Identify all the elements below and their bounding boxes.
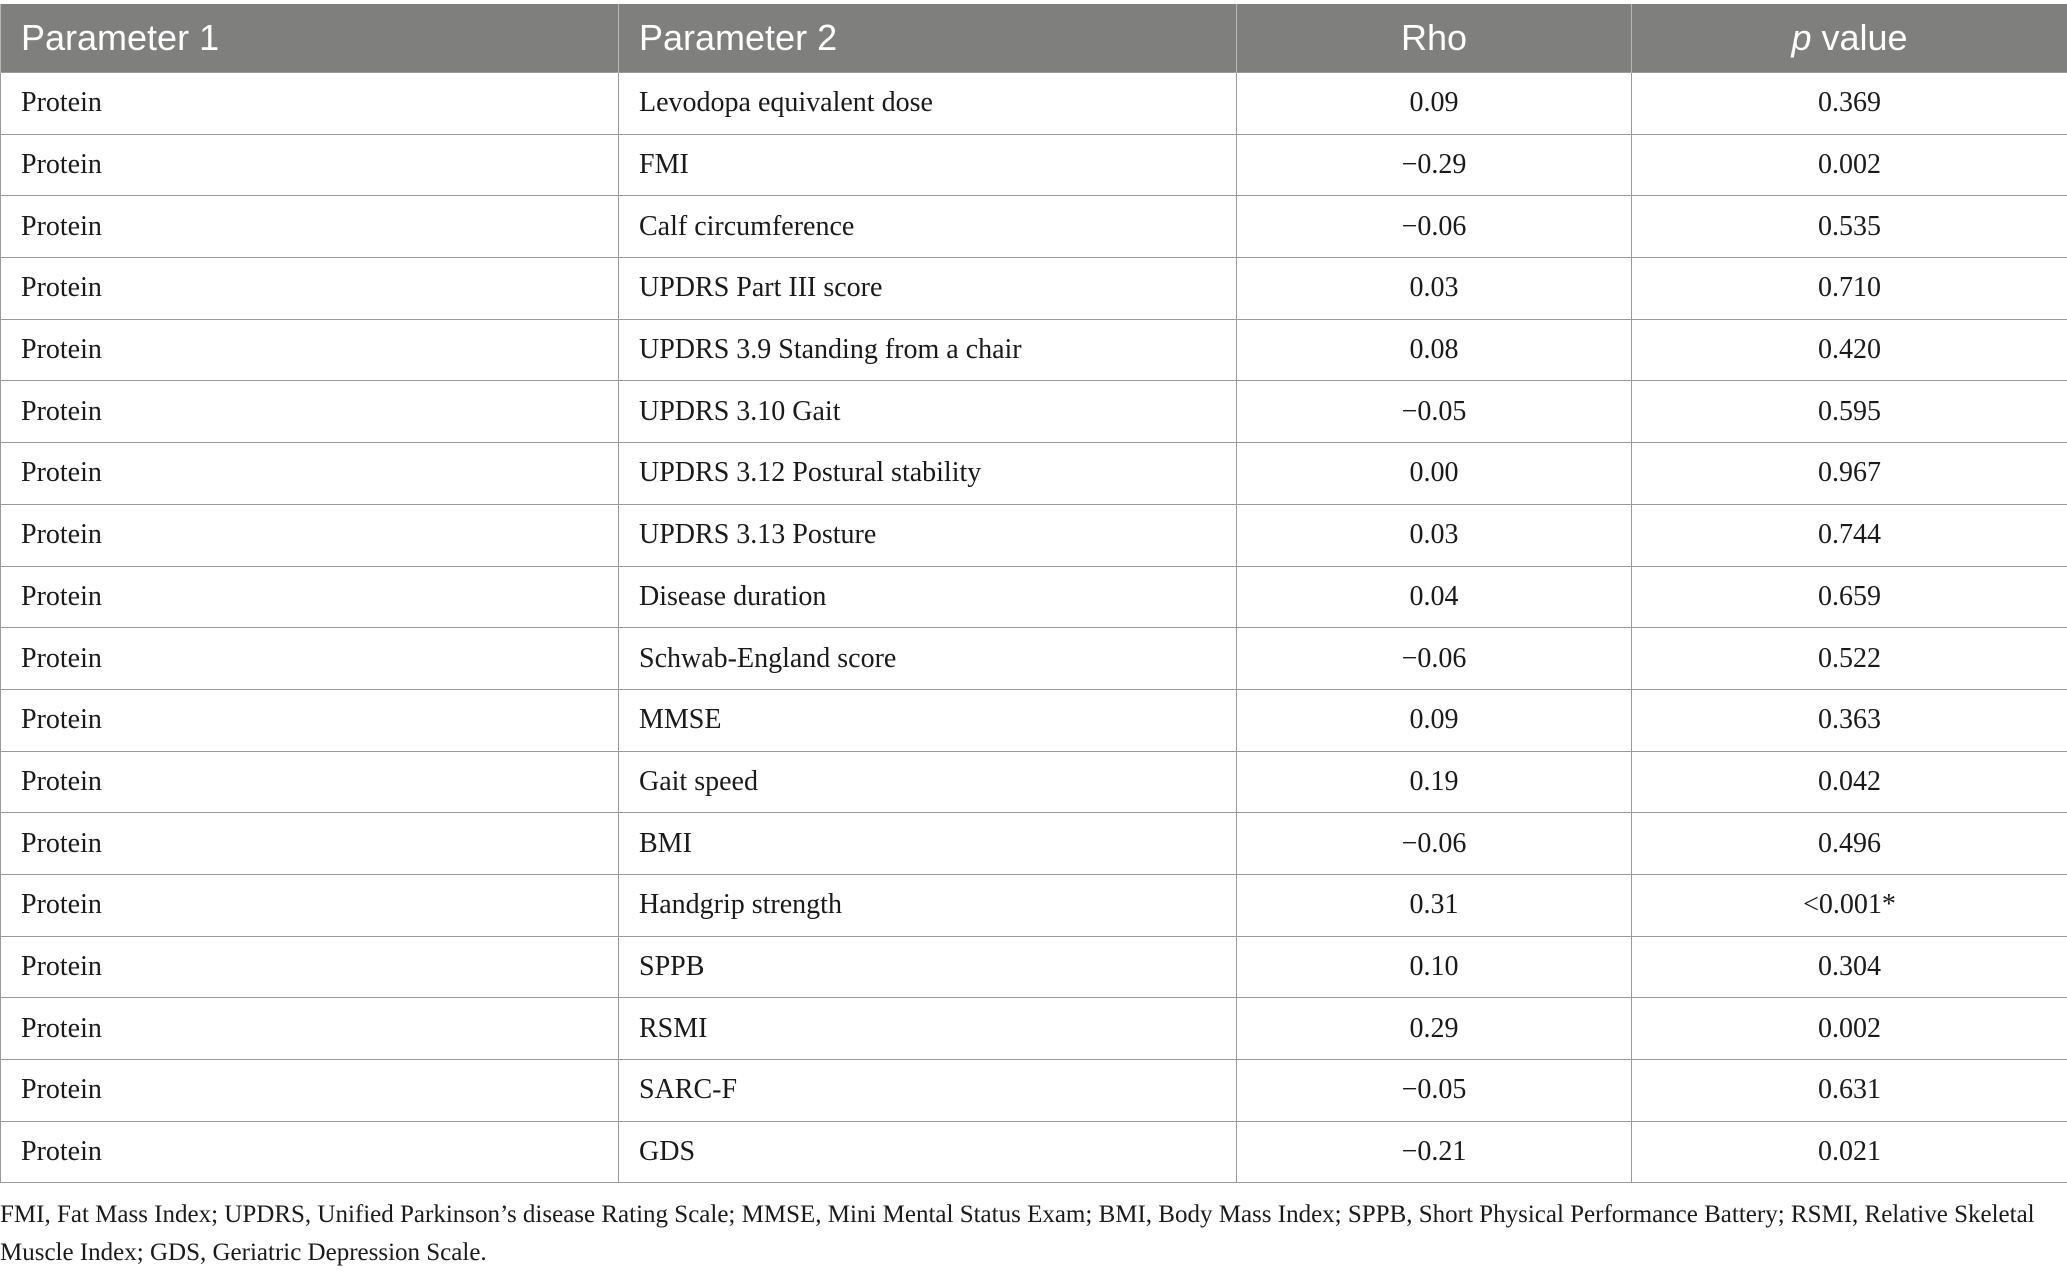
correlation-table [0, 4, 2067, 1183]
cell-parameter-1: Protein [1, 319, 619, 381]
cell-p-value: 0.304 [1632, 936, 2067, 998]
table-row [1, 628, 2067, 690]
cell-parameter-1: Protein [1, 689, 619, 751]
cell-p-value: 0.496 [1632, 813, 2067, 875]
table-row [1, 566, 2067, 628]
cell-rho: 0.29 [1237, 998, 1632, 1060]
table-body [1, 73, 2067, 1183]
cell-parameter-1: Protein [1, 134, 619, 196]
cell-parameter-2: GDS [619, 1121, 1237, 1183]
cell-parameter-2: UPDRS 3.10 Gait [619, 381, 1237, 443]
table-row [1, 504, 2067, 566]
cell-parameter-1: Protein [1, 813, 619, 875]
cell-parameter-2: Handgrip strength [619, 874, 1237, 936]
cell-rho: 0.04 [1237, 566, 1632, 628]
cell-rho: 0.03 [1237, 258, 1632, 320]
cell-parameter-1: Protein [1, 443, 619, 505]
cell-parameter-1: Protein [1, 936, 619, 998]
cell-rho: 0.00 [1237, 443, 1632, 505]
cell-rho: 0.31 [1237, 874, 1632, 936]
cell-parameter-2: Calf circumference [619, 196, 1237, 258]
cell-rho: −0.05 [1237, 1060, 1632, 1122]
table-row [1, 258, 2067, 320]
cell-rho: 0.09 [1237, 73, 1632, 135]
cell-p-value: 0.631 [1632, 1060, 2067, 1122]
header-p-rest: value [1811, 17, 1908, 58]
header-parameter-1: Parameter 1 [1, 4, 619, 73]
cell-parameter-1: Protein [1, 751, 619, 813]
table-row [1, 936, 2067, 998]
cell-rho: 0.08 [1237, 319, 1632, 381]
cell-parameter-1: Protein [1, 73, 619, 135]
table-row [1, 1060, 2067, 1122]
cell-parameter-2: SARC-F [619, 1060, 1237, 1122]
cell-p-value: 0.369 [1632, 73, 2067, 135]
cell-parameter-2: FMI [619, 134, 1237, 196]
cell-parameter-1: Protein [1, 628, 619, 690]
cell-parameter-2: UPDRS 3.12 Postural stability [619, 443, 1237, 505]
cell-rho: −0.29 [1237, 134, 1632, 196]
cell-p-value: 0.522 [1632, 628, 2067, 690]
cell-rho: −0.06 [1237, 196, 1632, 258]
cell-p-value: 0.710 [1632, 258, 2067, 320]
cell-rho: 0.03 [1237, 504, 1632, 566]
cell-rho: 0.10 [1237, 936, 1632, 998]
cell-parameter-2: RSMI [619, 998, 1237, 1060]
cell-p-value: <0.001* [1632, 874, 2067, 936]
table-row [1, 874, 2067, 936]
table-row [1, 381, 2067, 443]
header-p-italic: p [1791, 17, 1812, 58]
cell-p-value: 0.363 [1632, 689, 2067, 751]
cell-rho: −0.06 [1237, 813, 1632, 875]
header-parameter-2: Parameter 2 [619, 4, 1237, 73]
correlation-table-container [0, 4, 2067, 1183]
header-p-value [1632, 4, 2067, 73]
cell-p-value: 0.002 [1632, 998, 2067, 1060]
cell-parameter-2: Disease duration [619, 566, 1237, 628]
cell-parameter-1: Protein [1, 1121, 619, 1183]
cell-p-value: 0.595 [1632, 381, 2067, 443]
cell-parameter-1: Protein [1, 258, 619, 320]
table-row [1, 319, 2067, 381]
cell-p-value: 0.021 [1632, 1121, 2067, 1183]
cell-rho: 0.19 [1237, 751, 1632, 813]
cell-p-value: 0.042 [1632, 751, 2067, 813]
cell-p-value: 0.535 [1632, 196, 2067, 258]
header-rho: Rho [1237, 4, 1632, 73]
cell-rho: 0.09 [1237, 689, 1632, 751]
table-row [1, 73, 2067, 135]
cell-parameter-1: Protein [1, 381, 619, 443]
table-row [1, 1121, 2067, 1183]
cell-parameter-1: Protein [1, 874, 619, 936]
cell-parameter-2: Levodopa equivalent dose [619, 73, 1237, 135]
table-row [1, 813, 2067, 875]
cell-p-value: 0.744 [1632, 504, 2067, 566]
cell-rho: −0.05 [1237, 381, 1632, 443]
table-header [1, 4, 2067, 73]
cell-parameter-2: UPDRS 3.13 Posture [619, 504, 1237, 566]
header-row [1, 4, 2067, 73]
table-row [1, 134, 2067, 196]
cell-parameter-1: Protein [1, 998, 619, 1060]
cell-parameter-2: BMI [619, 813, 1237, 875]
cell-p-value: 0.002 [1632, 134, 2067, 196]
cell-parameter-2: MMSE [619, 689, 1237, 751]
table-row [1, 751, 2067, 813]
cell-p-value: 0.967 [1632, 443, 2067, 505]
table-row [1, 443, 2067, 505]
table-row [1, 998, 2067, 1060]
cell-p-value: 0.659 [1632, 566, 2067, 628]
cell-parameter-1: Protein [1, 196, 619, 258]
cell-parameter-2: Gait speed [619, 751, 1237, 813]
cell-parameter-2: UPDRS Part III score [619, 258, 1237, 320]
cell-parameter-1: Protein [1, 504, 619, 566]
cell-parameter-2: Schwab-England score [619, 628, 1237, 690]
cell-parameter-2: UPDRS 3.9 Standing from a chair [619, 319, 1237, 381]
table-footnote: FMI, Fat Mass Index; UPDRS, Unified Parkinson’s disease Rating Scale; MMSE, Mini Mental Status Exam; BMI, Body Mass Index; SPPB, Short Physical Performance Battery; RSMI, Relative Skeletal Muscle Index; GDS, Geriatric Depression Scale. [0, 1201, 2035, 1266]
cell-rho: −0.06 [1237, 628, 1632, 690]
table-row [1, 689, 2067, 751]
cell-parameter-1: Protein [1, 1060, 619, 1122]
table-row [1, 196, 2067, 258]
cell-parameter-1: Protein [1, 566, 619, 628]
cell-p-value: 0.420 [1632, 319, 2067, 381]
cell-parameter-2: SPPB [619, 936, 1237, 998]
cell-rho: −0.21 [1237, 1121, 1632, 1183]
